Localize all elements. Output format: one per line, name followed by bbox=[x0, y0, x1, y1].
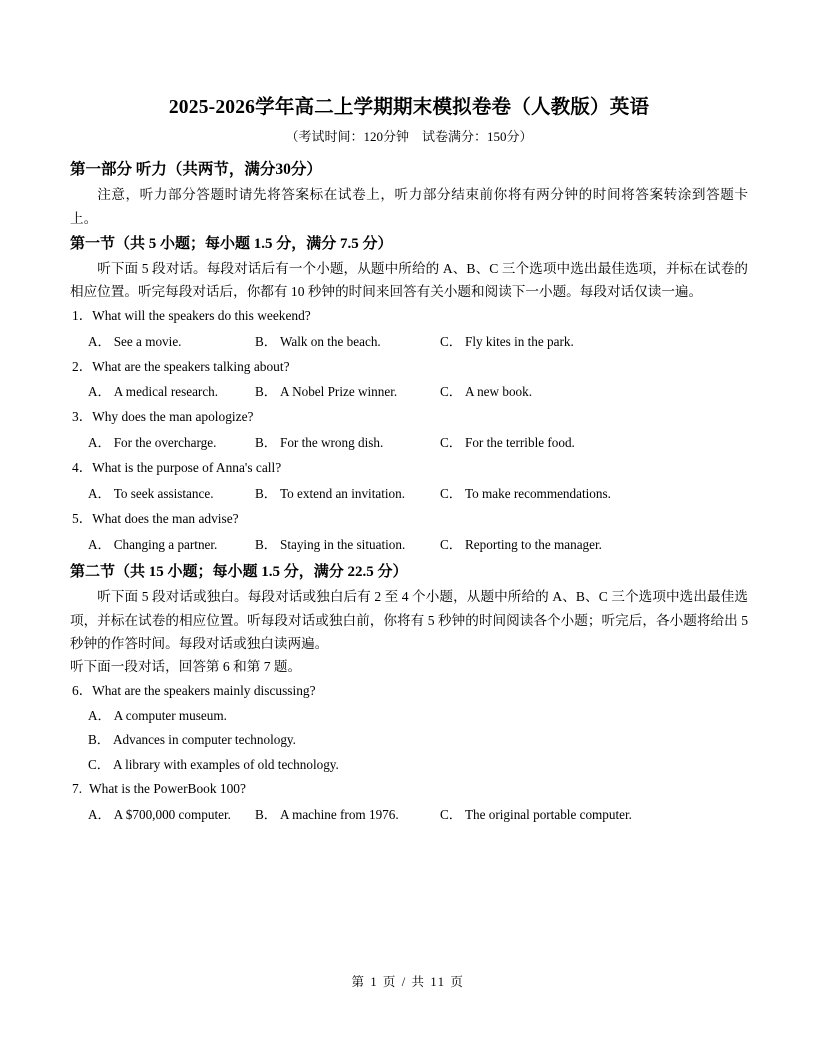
option-text: Walk on the beach. bbox=[279, 333, 381, 349]
question-block bbox=[70, 507, 748, 558]
option-text: Fly kites in the park. bbox=[464, 333, 574, 349]
question-text: What is the PowerBook 100? bbox=[89, 781, 246, 797]
question-stem bbox=[70, 304, 748, 329]
question-block bbox=[70, 777, 748, 828]
option-key: C． bbox=[440, 333, 462, 349]
section-1-question-list bbox=[70, 304, 748, 559]
answer-option[interactable] bbox=[255, 379, 397, 405]
answer-option[interactable] bbox=[255, 532, 405, 558]
option-key: C． bbox=[88, 756, 110, 772]
listening-notice: 注意，听力部分答题时请先将答案标在试卷上，听力部分结束前你将有两分钟的时间将答案转涂到答题卡上。 bbox=[70, 187, 748, 226]
option-row bbox=[70, 329, 748, 355]
option-text: For the overcharge. bbox=[113, 435, 217, 451]
option-text: A Nobel Prize winner. bbox=[279, 384, 398, 400]
option-text: The original portable computer. bbox=[464, 807, 632, 823]
question-number: 7. bbox=[72, 781, 83, 797]
answer-option[interactable] bbox=[88, 379, 218, 405]
question-text: What are the speakers mainly discussing? bbox=[92, 682, 316, 698]
option-key: A． bbox=[88, 333, 111, 349]
question-number: 5． bbox=[72, 511, 93, 527]
option-key: C． bbox=[440, 807, 462, 823]
question-text: What does the man advise? bbox=[92, 511, 239, 527]
answer-option[interactable] bbox=[255, 802, 399, 828]
option-text: Advances in computer technology. bbox=[112, 732, 296, 748]
answer-option[interactable] bbox=[70, 753, 748, 778]
question-number: 4． bbox=[72, 460, 93, 476]
option-text: A medical research. bbox=[113, 384, 219, 400]
page-content bbox=[70, 95, 748, 828]
section-heading-1: 第一节（共 5 小题；每小题 1.5 分，满分 7.5 分） bbox=[70, 235, 393, 252]
question-stem bbox=[70, 679, 748, 704]
question-number: 6． bbox=[72, 682, 93, 698]
option-key: B． bbox=[255, 807, 277, 823]
option-text: For the wrong dish. bbox=[279, 435, 384, 451]
option-text: For the terrible food. bbox=[464, 435, 575, 451]
option-key: B． bbox=[255, 333, 277, 349]
option-text: A computer museum. bbox=[113, 707, 227, 723]
section-2-instruction: 听下面 5 段对话或独白。每段对话或独白后有 2 至 4 个小题，从题中所给的 A、B、C 三个选项中选出最佳选项，并标在试卷的相应位置。听每段对话或独白前，你将有 5 秒钟的时间阅读各个小题；听完后，各小题将给出 5 秒钟的作答时间。每段对话或独白读两遍。 bbox=[70, 589, 748, 651]
option-key: C． bbox=[440, 435, 462, 451]
answer-option[interactable] bbox=[440, 430, 575, 456]
answer-option[interactable] bbox=[440, 802, 632, 828]
answer-option[interactable] bbox=[440, 329, 574, 355]
exam-meta-subtitle: （考试时间：120分钟 试卷满分：150分） bbox=[285, 129, 533, 145]
question-block bbox=[70, 405, 748, 456]
option-key: B． bbox=[255, 435, 277, 451]
option-key: B． bbox=[255, 384, 277, 400]
question-stem bbox=[70, 355, 748, 380]
option-text: Changing a partner. bbox=[113, 537, 218, 553]
option-key: C． bbox=[440, 384, 462, 400]
option-text: A library with examples of old technology. bbox=[112, 756, 339, 772]
answer-option[interactable] bbox=[440, 379, 532, 405]
section-2-question-list bbox=[70, 679, 748, 828]
page-footer: 第 1 页 / 共 11 页 bbox=[351, 975, 465, 989]
option-text: A machine from 1976. bbox=[279, 807, 399, 823]
option-key: A． bbox=[88, 384, 111, 400]
option-key: A． bbox=[88, 807, 111, 823]
question-stem bbox=[70, 777, 748, 802]
option-text: Staying in the situation. bbox=[279, 537, 406, 553]
page-title: 2025-2026学年高二上学期期末模拟卷卷（人教版）英语 bbox=[168, 97, 650, 118]
question-block bbox=[70, 304, 748, 355]
option-key: A． bbox=[88, 486, 111, 502]
option-row bbox=[70, 532, 748, 558]
question-number: 1． bbox=[72, 307, 93, 323]
option-row bbox=[70, 481, 748, 507]
option-row bbox=[70, 802, 748, 828]
question-block bbox=[70, 456, 748, 507]
option-key: A． bbox=[88, 435, 111, 451]
question-text: What will the speakers do this weekend? bbox=[92, 307, 311, 323]
answer-option[interactable] bbox=[440, 481, 611, 507]
answer-option[interactable] bbox=[70, 728, 748, 753]
option-key: C． bbox=[440, 486, 462, 502]
option-text: A new book. bbox=[464, 384, 533, 400]
option-text: Reporting to the manager. bbox=[464, 537, 602, 553]
answer-option[interactable] bbox=[255, 481, 405, 507]
option-key: B． bbox=[255, 486, 277, 502]
option-key: B． bbox=[255, 537, 277, 553]
question-text: What is the purpose of Anna's call? bbox=[92, 460, 282, 476]
answer-option[interactable] bbox=[88, 481, 214, 507]
answer-option[interactable] bbox=[88, 430, 216, 456]
answer-option[interactable] bbox=[440, 532, 602, 558]
option-text: To make recommendations. bbox=[464, 486, 611, 502]
question-block bbox=[70, 355, 748, 406]
option-stack bbox=[70, 704, 748, 778]
question-text: What are the speakers talking about? bbox=[92, 358, 290, 374]
answer-option[interactable] bbox=[88, 532, 217, 558]
question-stem bbox=[70, 456, 748, 481]
option-key: A． bbox=[88, 707, 111, 723]
question-stem bbox=[70, 507, 748, 532]
question-stem bbox=[70, 405, 748, 430]
section-heading-2: 第二节（共 15 小题；每小题 1.5 分，满分 22.5 分） bbox=[70, 564, 408, 581]
section-1-instruction: 听下面 5 段对话。每段对话后有一个小题，从题中所给的 A、B、C 三个选项中选出最佳选项，并标在试卷的相应位置。听完每段对话后，你都有 10 秒钟的时间来回答有关小题和阅读下一小题。每段对话仅读一遍。 bbox=[70, 260, 748, 300]
option-key: A． bbox=[88, 537, 111, 553]
part-heading-listening: 第一部分 听力（共两节，满分30分） bbox=[70, 161, 322, 179]
answer-option[interactable] bbox=[255, 329, 381, 355]
option-row bbox=[70, 379, 748, 405]
question-block bbox=[70, 679, 748, 778]
answer-option[interactable] bbox=[70, 704, 748, 729]
option-row bbox=[70, 430, 748, 456]
question-number: 2． bbox=[72, 358, 93, 374]
option-text: To seek assistance. bbox=[113, 486, 214, 502]
question-number: 3． bbox=[72, 409, 93, 425]
answer-option[interactable] bbox=[255, 430, 383, 456]
option-text: To extend an invitation. bbox=[279, 486, 406, 502]
dialogue-lead-in: 听下面一段对话，回答第 6 和第 7 题。 bbox=[70, 659, 302, 675]
answer-option[interactable] bbox=[88, 329, 181, 355]
option-text: See a movie. bbox=[113, 333, 182, 349]
option-text: A $700,000 computer. bbox=[113, 807, 231, 823]
question-text: Why does the man apologize? bbox=[92, 409, 254, 425]
answer-option[interactable] bbox=[88, 802, 231, 828]
option-key: B． bbox=[88, 732, 110, 748]
option-key: C． bbox=[440, 537, 462, 553]
